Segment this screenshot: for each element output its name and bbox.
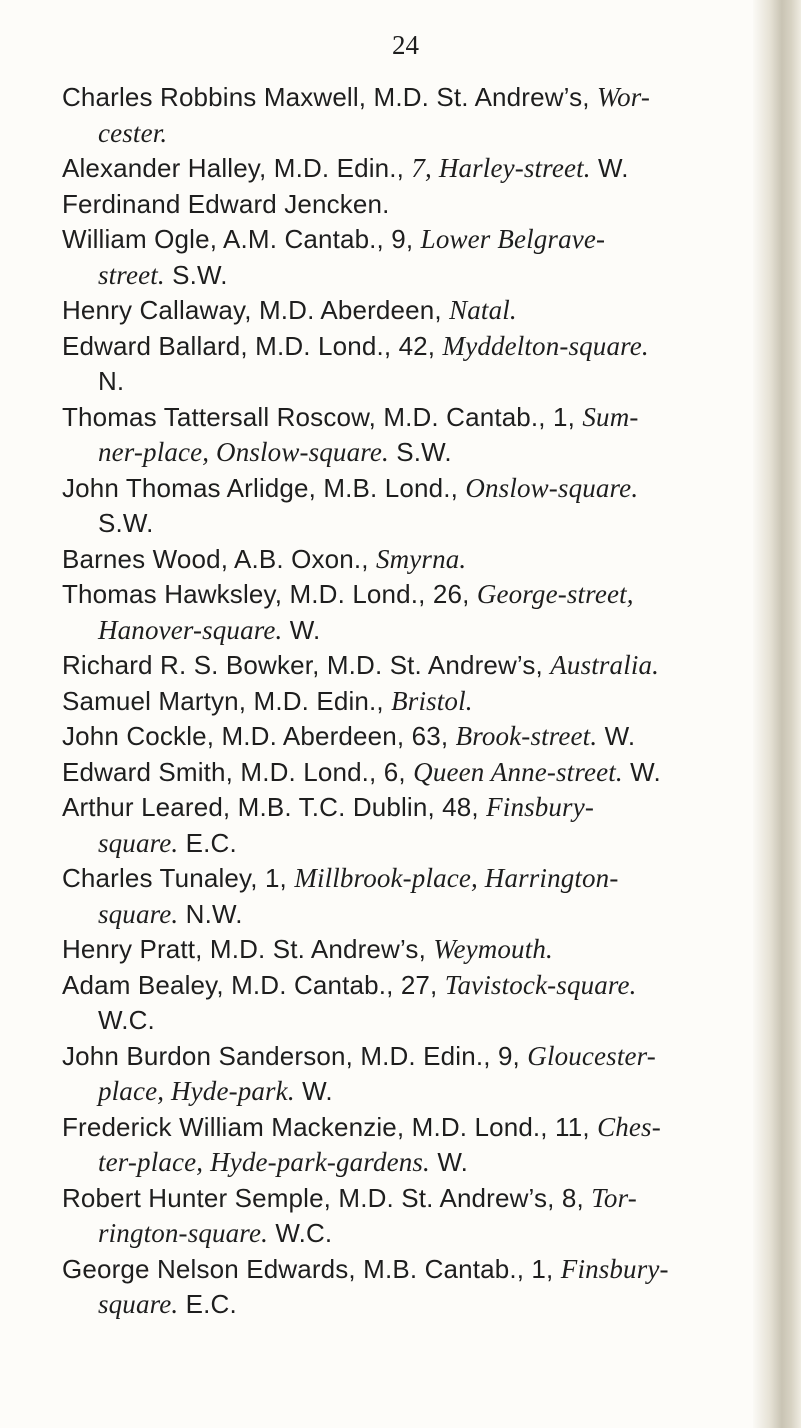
entry-address: street. [98,259,165,290]
list-entry [62,1181,762,1252]
entry-text: Thomas Hawksley, M.D. Lond., 26, [62,579,477,609]
list-entry [62,542,762,578]
entry-text: S.W. [98,508,154,538]
entry-address: Brook-street. [455,721,598,751]
entry-line [62,329,762,365]
entry-line [62,187,762,223]
list-entry [62,1110,762,1181]
list-entry [62,755,762,791]
entry-address: Finsbury- [486,792,594,822]
entry-continuation-line [62,1074,762,1110]
list-entry [62,1252,762,1323]
list-entry [62,187,762,223]
list-entry [62,400,762,471]
entry-text: W. [294,1076,333,1106]
entry-address: George-street, [476,579,634,609]
entry-address: Hanover-square. [98,614,283,645]
entry-line [62,1181,762,1217]
entry-line [62,222,762,258]
entry-continuation-line [62,1216,762,1252]
entry-address: ter-place, Hyde-park-gardens. [98,1147,430,1177]
entry-address: Tor- [591,1182,637,1213]
page-number: 24 [392,30,419,60]
list-entry [62,861,762,932]
entry-continuation-line [62,364,762,400]
entry-address: Onslow-square. [465,472,639,503]
entry-continuation-line [62,826,762,862]
entry-address: square. [98,827,179,858]
entry-text: Richard R. S. Bowker, M.D. St. Andrew’s, [62,650,551,680]
entry-text: Henry Callaway, M.D. Aberdeen, [62,295,450,325]
entry-text: George Nelson Edwards, M.B. Cantab., 1, [62,1253,561,1284]
entry-line [62,968,762,1004]
entry-continuation-line [62,613,762,649]
entry-text: W. [282,614,321,645]
entry-text: Edward Smith, M.D. Lond., 6, [62,756,414,787]
entry-line [62,577,762,613]
entry-line [62,293,762,329]
entry-address: Gloucester- [527,1040,656,1071]
entry-text: Samuel Martyn, M.D. Edin., [62,685,392,716]
list-entry [62,684,762,720]
list-entry [62,471,762,542]
entry-address: Lower Belgrave- [420,224,606,254]
entry-address: Tavistock-square. [444,969,637,1000]
entry-text: E.C. [178,827,237,858]
entry-line [62,755,762,791]
entry-address: Finsbury- [560,1253,669,1284]
list-entry [62,329,762,400]
list-entry [62,790,762,861]
entry-address: Australia. [550,650,660,680]
entry-continuation-line [62,1287,762,1323]
entry-text: Adam Bealey, M.D. Cantab., 27, [62,969,445,1000]
entry-text: W. [622,756,661,787]
entry-address: Myddelton-square. [442,330,649,361]
entry-line [62,80,762,116]
entry-text: Ferdinand Edward Jencken. [62,188,390,219]
entry-text: Frederick William Mackenzie, M.D. Lond., 11, [62,1111,598,1142]
list-entry [62,1039,762,1110]
entry-address: place, Hyde-park. [98,1076,295,1106]
entry-line [62,648,762,684]
entry-line [62,151,762,187]
entry-text: John Cockle, M.D. Aberdeen, 63, [62,721,456,751]
entry-text: Arthur Leared, M.B. T.C. Dublin, 48, [62,792,487,822]
entry-address: ner-place, Onslow-square. [98,437,389,467]
list-entry [62,648,762,684]
entry-address: square. [98,898,179,929]
entry-line [62,1039,762,1075]
entry-text: William Ogle, A.M. Cantab., 9, [62,224,421,254]
entry-text: Alexander Halley, M.D. Edin., [62,153,412,183]
entry-line [62,719,762,755]
list-entry [62,577,762,648]
entry-text: S.W. [388,437,452,467]
entry-text: John Thomas Arlidge, M.B. Lond., [62,472,466,503]
entry-address: cester. [98,117,168,148]
list-entry [62,293,762,329]
member-list [62,80,762,1323]
entry-continuation-line [62,116,762,152]
entry-text: W. [597,721,636,751]
entry-address: rington-square. [98,1218,268,1248]
entry-address: square. [98,1289,179,1319]
entry-text: Henry Pratt, M.D. St. Andrew’s, [62,934,434,964]
list-entry [62,719,762,755]
entry-continuation-line [62,435,762,471]
entry-text: Thomas Tattersall Roscow, M.D. Cantab., 1, [62,401,583,432]
list-entry [62,968,762,1039]
entry-address: Smyrna. [376,543,467,574]
entry-text: Charles Tunaley, 1, [62,863,295,893]
entry-line [62,790,762,826]
entry-text: W. [590,153,629,183]
entry-address: Natal. [449,295,517,325]
entry-text: Edward Ballard, M.D. Lond., 42, [62,330,443,361]
entry-text: N. [98,366,125,396]
entry-text: John Burdon Sanderson, M.D. Edin., 9, [62,1040,528,1071]
entry-continuation-line [62,1145,762,1181]
entry-continuation-line [62,258,762,294]
entry-continuation-line [62,1003,762,1039]
entry-address: Queen Anne-street. [413,756,623,787]
entry-line [62,861,762,897]
entry-address: Sum- [582,401,639,432]
entry-address: Ches- [597,1111,661,1142]
entry-address: Millbrook-place, Harrington- [294,863,619,893]
entry-line [62,1252,762,1288]
entry-continuation-line [62,897,762,933]
list-entry [62,932,762,968]
entry-line [62,684,762,720]
entry-text: S.W. [164,259,228,290]
entry-text: Barnes Wood, A.B. Oxon., [62,543,376,574]
entry-line [62,400,762,436]
entry-address: Wor- [596,82,651,112]
entry-text: N.W. [178,898,243,929]
entry-text: Robert Hunter Semple, M.D. St. Andrew’s, 8, [62,1182,592,1213]
entry-address: Bristol. [391,685,473,716]
entry-line [62,1110,762,1146]
entry-text: W. [429,1147,468,1177]
entry-text: E.C. [178,1289,237,1319]
entry-line [62,932,762,968]
list-entry [62,222,762,293]
entry-text: Charles Robbins Maxwell, M.D. St. Andrew’s, [62,82,597,112]
entry-address: 7, Harley-street. [411,153,591,183]
entry-address: Weymouth. [433,934,553,964]
entry-line [62,471,762,507]
list-entry [62,151,762,187]
list-entry [62,80,762,151]
entry-continuation-line [62,506,762,542]
entry-text: W.C. [268,1218,333,1248]
entry-text: W.C. [98,1005,155,1035]
entry-line [62,542,762,578]
